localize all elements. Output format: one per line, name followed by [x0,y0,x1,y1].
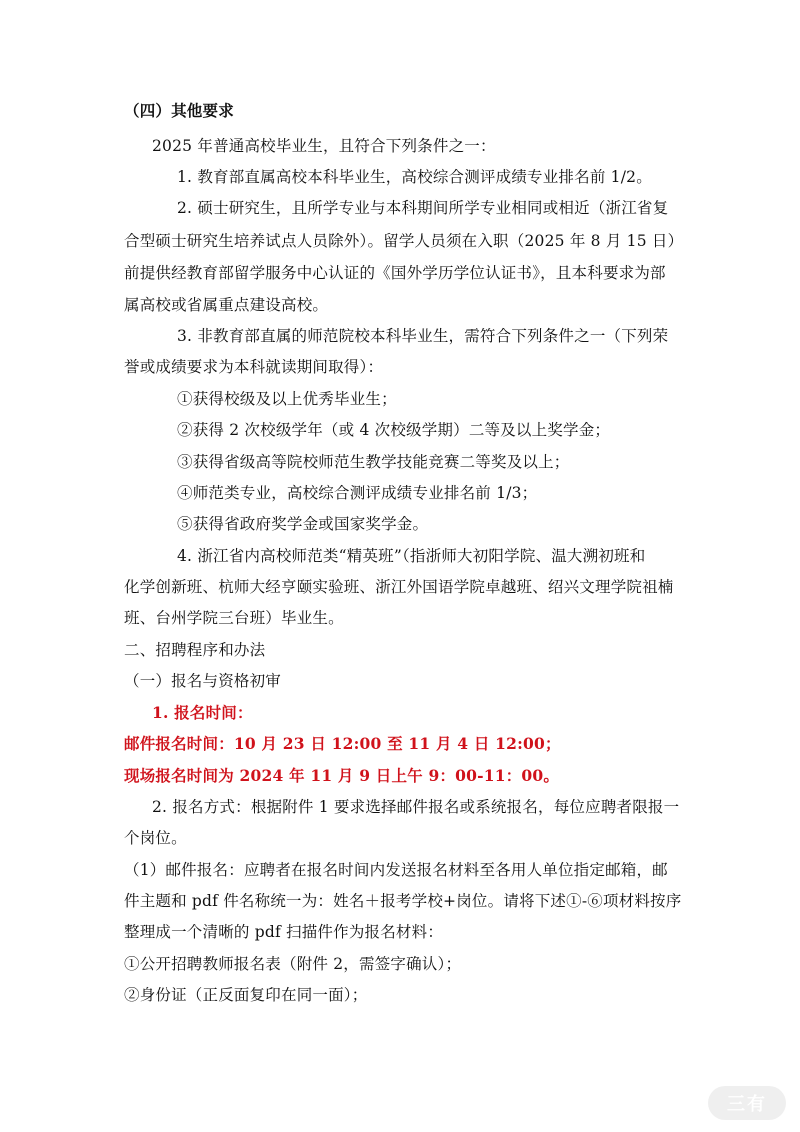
paragraph-line: 前提供经教育部留学服务中心认证的《国外学历学位认证书》，且本科要求为部 [124,264,666,282]
paragraph-line: 1. 教育部直属高校本科毕业生，高校综合测评成绩专业排名前 1/2。 [177,168,652,186]
registration-time-heading: 1. 报名时间： [152,703,253,722]
list-item: ④师范类专业，高校综合测评成绩专业排名前 1/3； [177,484,538,502]
paragraph-line: 班、台州学院三台班）毕业生。 [124,609,344,627]
paragraph-line: 化学创新班、杭师大经亨颐实验班、浙江外国语学院卓越班、绍兴文理学院祖楠 [124,578,674,596]
paragraph-line: 属高校或省属重点建设高校。 [124,296,329,314]
list-item: ⑤获得省政府奖学金或国家奖学金。 [177,515,429,533]
paragraph-line: 件主题和 pdf 件名称统一为：姓名＋报考学校+岗位。请将下述①-⑥项材料按序 [124,892,682,910]
list-item: ②身份证（正反面复印在同一面）； [124,986,368,1004]
section-heading-other-requirements: （四）其他要求 [124,101,234,120]
list-item: ①公开招聘教师报名表（附件 2，需签字确认）； [124,955,462,973]
paragraph-line: （1）邮件报名：应聘者在报名时间内发送报名材料至各用人单位指定邮箱，邮 [124,861,668,879]
list-item: ②获得 2 次校级学年（或 4 次校级学期）二等及以上奖学金； [177,421,611,439]
list-item: ③获得省级高等院校师范生教学技能竞赛二等奖及以上； [177,453,570,471]
email-registration-time: 邮件报名时间：10 月 23 日 12:00 至 11 月 4 日 12:00； [124,734,561,753]
paragraph-line: 4. 浙江省内高校师范类“精英班”（指浙师大初阳学院、温大溯初班和 [177,547,646,565]
paragraph-line: 整理成一个清晰的 pdf 扫描件作为报名材料： [124,923,444,941]
paragraph-line: 誉或成绩要求为本科就读期间取得）： [124,358,384,376]
paragraph-line: 2025 年普通高校毕业生，且符合下列条件之一： [152,137,496,155]
section-heading-recruitment-procedure: 二、招聘程序和办法 [124,641,266,659]
watermark-text: 三有 [727,1094,767,1115]
paragraph-line: 2. 硕士研究生，且所学专业与本科期间所学专业相同或相近（浙江省复 [177,199,669,217]
onsite-registration-time: 现场报名时间为 2024 年 11 月 9 日上午 9：00-11：00。 [124,766,560,785]
subsection-heading-registration: （一）报名与资格初审 [124,672,282,690]
paragraph-line: 2. 报名方式：根据附件 1 要求选择邮件报名或系统报名，每位应聘者限报一 [152,798,680,816]
paragraph-line: 3. 非教育部直属的师范院校本科毕业生，需符合下列条件之一（下列荣 [177,327,669,345]
paragraph-line: 个岗位。 [124,829,187,847]
watermark-logo [708,1086,786,1120]
list-item: ①获得校级及以上优秀毕业生； [177,390,397,408]
paragraph-line: 合型硕士研究生培养试点人员除外）。留学人员须在入职（2025 年 8 月 15 日） [124,232,684,250]
